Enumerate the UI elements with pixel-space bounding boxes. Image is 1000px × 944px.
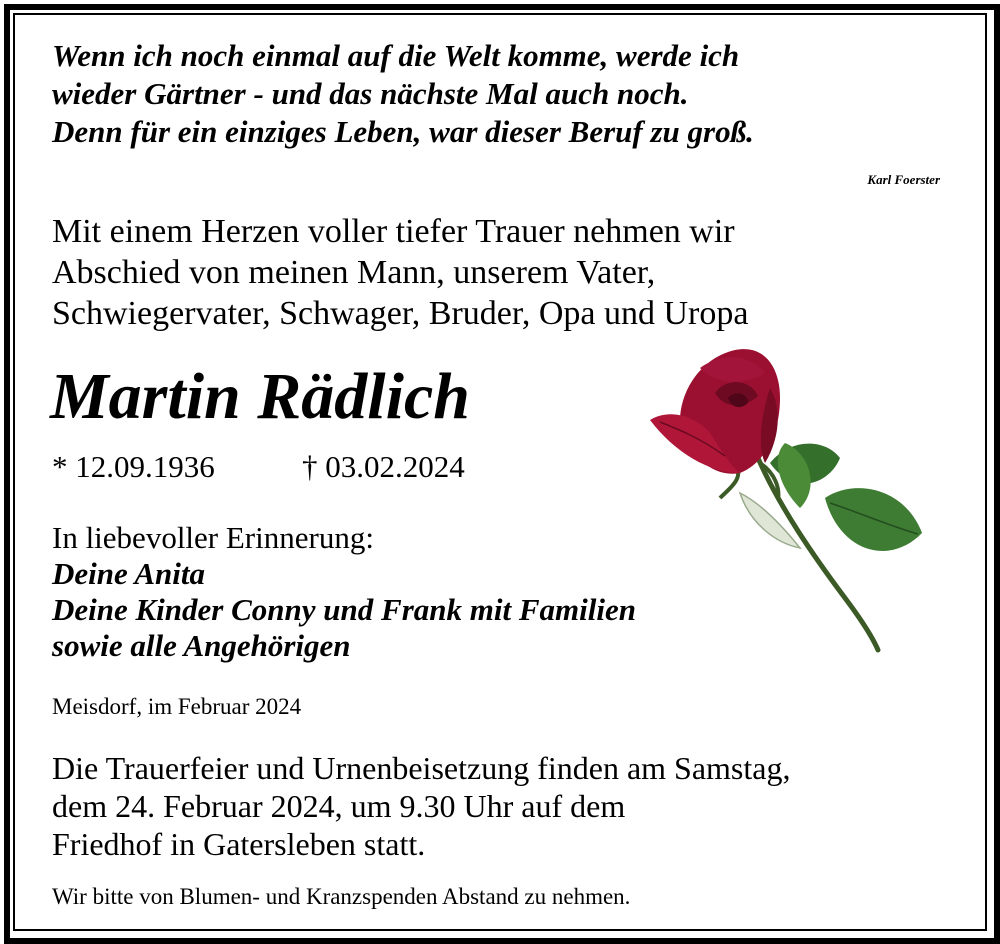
intro-line: Schwiegervater, Schwager, Bruder, Opa und Uropa xyxy=(52,295,749,332)
service-info xyxy=(52,749,790,863)
quote-line: wieder Gärtner - und das nächste Mal auch noch. xyxy=(52,76,689,111)
signature-line: Deine Anita xyxy=(52,556,206,591)
quote-block xyxy=(52,37,754,151)
intro-text xyxy=(52,211,748,334)
quote-line: Wenn ich noch einmal auf die Welt komme, werde ich xyxy=(52,38,740,73)
signatures xyxy=(52,556,636,664)
intro-line: Abschied von meinen Mann, unserem Vater, xyxy=(52,254,656,291)
red-rose-icon xyxy=(640,338,930,658)
service-line: dem 24. Februar 2024, um 9.30 Uhr auf dem xyxy=(52,788,626,824)
place-date: Meisdorf, im Februar 2024 xyxy=(52,694,302,719)
quote-line: Denn für ein einziges Leben, war dieser Beruf zu groß. xyxy=(52,114,754,149)
rose-bloom xyxy=(650,349,780,474)
deceased-name: Martin Rädlich xyxy=(50,360,470,433)
birth-date: * 12.09.1936 xyxy=(52,449,215,484)
quote-author: Karl Foerster xyxy=(867,172,940,187)
service-line: Die Trauerfeier und Urnenbeisetzung finden am Samstag, xyxy=(52,750,791,786)
signature-line: Deine Kinder Conny und Frank mit Familien xyxy=(52,592,636,627)
donation-note: Wir bitte von Blumen- und Kranzspenden Abstand zu nehmen. xyxy=(52,884,631,909)
signature-line: sowie alle Angehörigen xyxy=(52,628,351,663)
death-date: † 03.02.2024 xyxy=(302,449,465,484)
memorial-intro: In liebevoller Erinnerung: xyxy=(52,520,374,555)
service-line: Friedhof in Gatersleben statt. xyxy=(52,826,426,862)
intro-line: Mit einem Herzen voller tiefer Trauer nehmen wir xyxy=(52,213,735,250)
